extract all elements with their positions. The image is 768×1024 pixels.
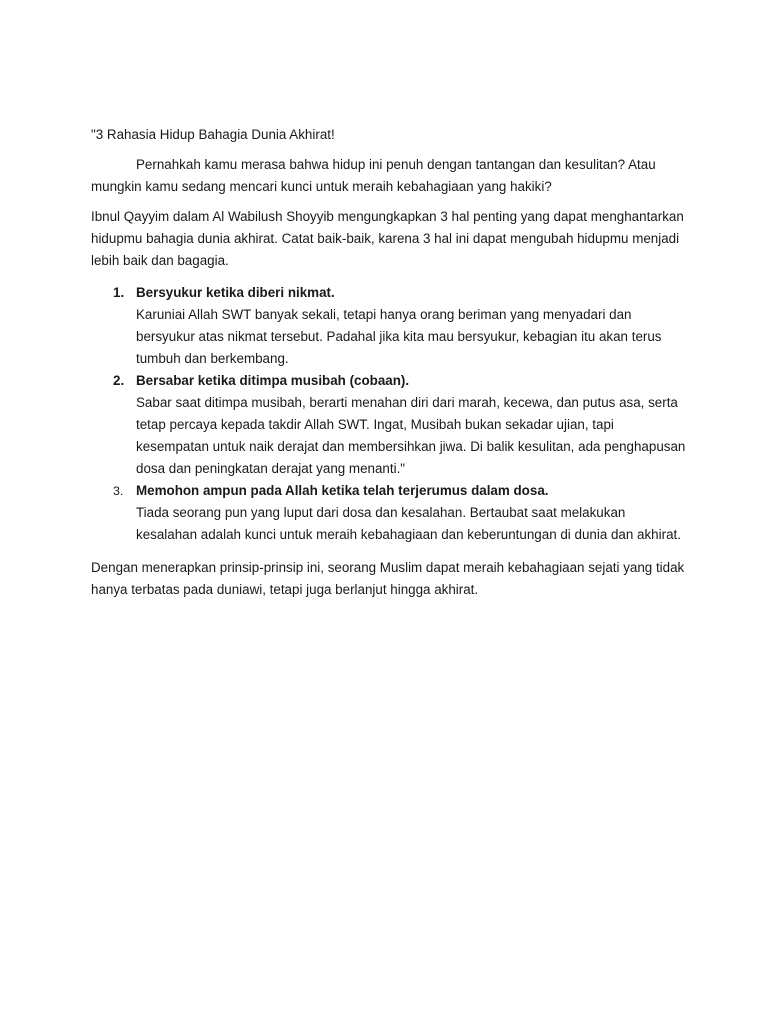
closing-paragraph: Dengan menerapkan prinsip-prinsip ini, seorang Muslim dapat meraih kebahagiaan sejati yang tidak hanya terbatas pada duniawi, tetapi juga berlanjut hingga akhirat. <box>91 560 685 597</box>
list-number: 1. <box>113 285 125 300</box>
list-item-body: Sabar saat ditimpa musibah, berarti menahan diri dari marah, kecewa, dan putus asa, serta tetap percaya kepada takdir Allah SWT. Ingat, Musibah bukan sekadar ujian, tapi kesempatan untuk naik derajat dan membersihkan jiwa. Di balik kesulitan, ada penghapusan dosa dan peningkatan derajat yang menanti." <box>136 395 686 476</box>
document-body <box>91 124 687 601</box>
intro-paragraph: Pernahkah kamu merasa bahwa hidup ini penuh dengan tantangan dan kesulitan? Atau mungkin kamu sedang mencari kunci untuk meraih kebahagiaan yang hakiki? <box>91 157 656 194</box>
list-item <box>91 370 687 480</box>
list-item-heading: Bersabar ketika ditimpa musibah (cobaan). <box>136 373 410 388</box>
document-title: "3 Rahasia Hidup Bahagia Dunia Akhirat! <box>91 127 335 142</box>
secrets-list <box>91 282 687 546</box>
list-item-body: Tiada seorang pun yang luput dari dosa dan kesalahan. Bertaubat saat melakukan kesalahan adalah kunci untuk meraih kebahagiaan dan keberuntungan di dunia dan akhirat. <box>136 505 681 542</box>
list-number: 2. <box>113 373 125 388</box>
list-item-body: Karuniai Allah SWT banyak sekali, tetapi hanya orang beriman yang menyadari dan bersyukur atas nikmat tersebut. Padahal jika kita mau bersyukur, kebagian itu akan terus tumbuh dan berkembang. <box>136 307 662 366</box>
list-item <box>91 282 687 370</box>
list-item-heading: Bersyukur ketika diberi nikmat. <box>136 285 335 300</box>
list-item-heading: Memohon ampun pada Allah ketika telah terjerumus dalam dosa. <box>136 483 549 498</box>
list-item <box>91 480 687 546</box>
list-number: 3. <box>113 484 124 498</box>
context-paragraph: Ibnul Qayyim dalam Al Wabilush Shoyyib mengungkapkan 3 hal penting yang dapat menghantarkan hidupmu bahagia dunia akhirat. Catat baik-baik, karena 3 hal ini dapat mengubah hidupmu menjadi lebih baik dan bagagia. <box>91 209 684 268</box>
